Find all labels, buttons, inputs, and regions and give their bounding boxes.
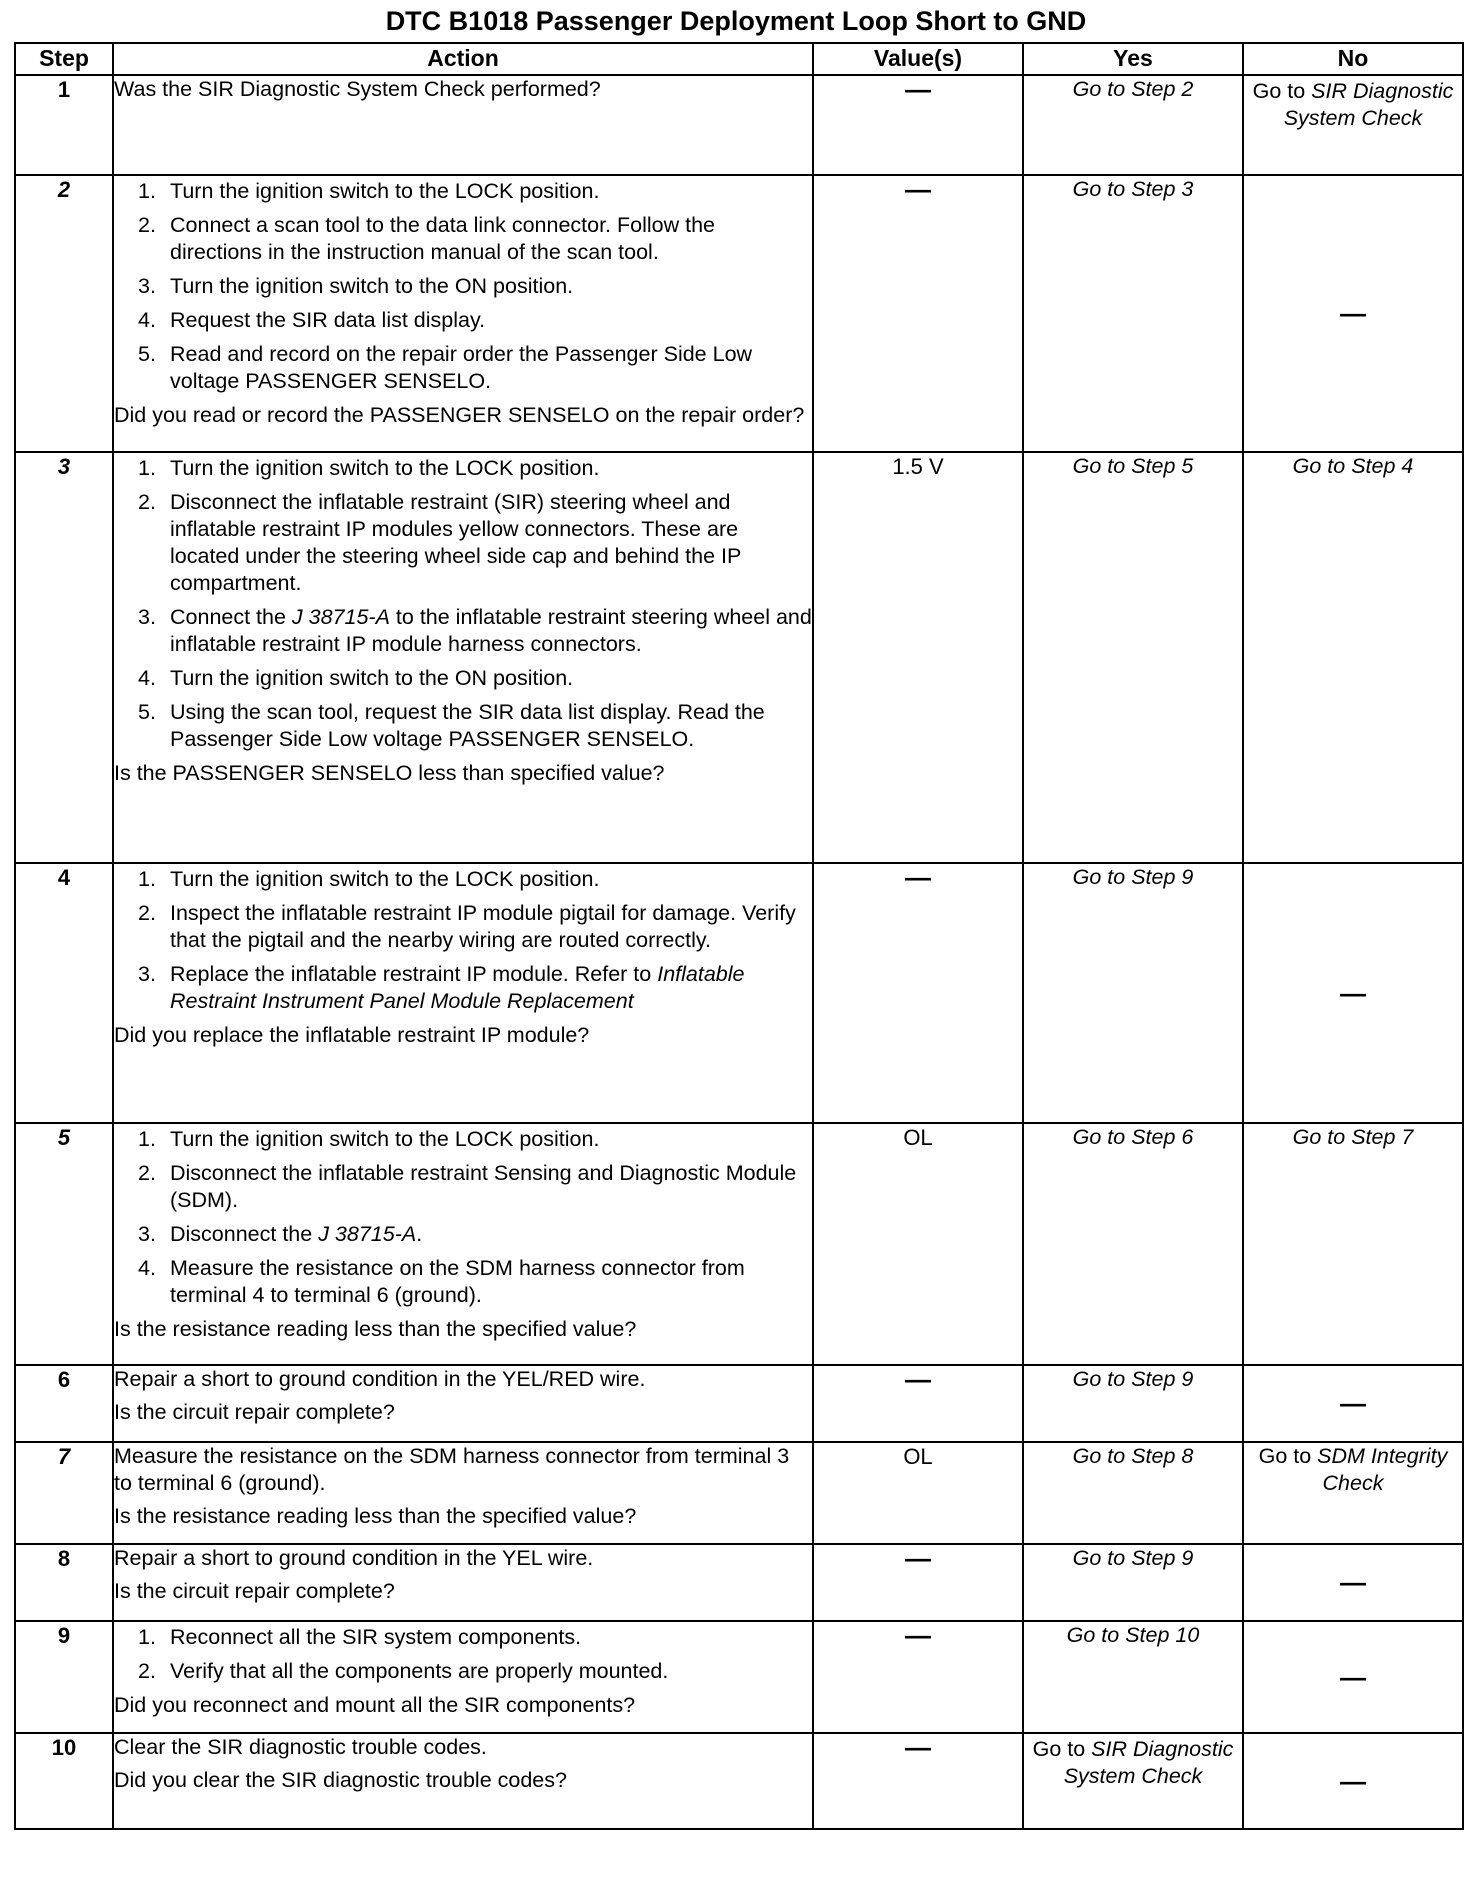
- no-cell: [1243, 1442, 1463, 1544]
- table-row: [15, 1123, 1463, 1365]
- yes-cell: Go to Step 8: [1023, 1442, 1243, 1544]
- yes-cell: [1023, 1733, 1243, 1829]
- action-step: 2. Disconnect the inflatable restraint Sensing and Diagnostic Module (SDM).: [138, 1161, 797, 1212]
- action-question: Is the resistance reading less than the specified value?: [114, 1504, 637, 1528]
- action-cell: [113, 1621, 813, 1733]
- table-row: [15, 1544, 1463, 1621]
- no-prefix: Go to: [1258, 1444, 1318, 1468]
- action-step: 1. Turn the ignition switch to the LOCK position.: [138, 456, 600, 480]
- procedure-reference: Inflatable Restraint Instrument Panel Module Replacement: [170, 962, 745, 1013]
- step-number: 7: [15, 1442, 113, 1544]
- no-link: SDM Integrity Check: [1317, 1444, 1448, 1495]
- value-cell: —: [813, 1621, 1023, 1733]
- value-cell: —: [813, 175, 1023, 452]
- action-cell: [113, 452, 813, 863]
- action-step: 2. Disconnect the inflatable restraint (SIR) steering wheel and inflatable restraint IP modules yellow connectors. These are located under the steering wheel side cap and behind the IP compartment.: [138, 490, 741, 595]
- no-prefix: Go to: [1252, 79, 1312, 103]
- action-instruction: Clear the SIR diagnostic trouble codes.: [114, 1735, 487, 1759]
- action-question: Is the circuit repair complete?: [114, 1400, 395, 1424]
- action-instruction: Measure the resistance on the SDM harness connector from terminal 3 to terminal 6 (ground).: [114, 1444, 790, 1495]
- yes-prefix: Go to: [1032, 1737, 1092, 1761]
- action-steps: [114, 866, 812, 1015]
- step-number: 6: [15, 1365, 113, 1442]
- header-yes: Yes: [1023, 43, 1243, 75]
- table-row: [15, 452, 1463, 863]
- value-cell: —: [813, 75, 1023, 175]
- value-cell: OL: [813, 1123, 1023, 1365]
- action-question: Did you clear the SIR diagnostic trouble codes?: [114, 1768, 567, 1792]
- yes-cell: Go to Step 5: [1023, 452, 1243, 863]
- header-row: [15, 43, 1463, 75]
- value-cell: OL: [813, 1442, 1023, 1544]
- no-cell: —: [1243, 1544, 1463, 1621]
- action-step: 5. Read and record on the repair order the Passenger Side Low voltage PASSENGER SENSELO.: [138, 342, 753, 393]
- action-steps: [114, 1126, 812, 1309]
- action-question: Is the resistance reading less than the specified value?: [114, 1317, 637, 1341]
- table-row: [15, 1733, 1463, 1829]
- yes-cell: Go to Step 10: [1023, 1621, 1243, 1733]
- header-no: No: [1243, 43, 1463, 75]
- action-cell: [113, 175, 813, 452]
- yes-cell: Go to Step 9: [1023, 1365, 1243, 1442]
- action-cell: [113, 1123, 813, 1365]
- action-cell: [113, 1442, 813, 1544]
- step-number: 9: [15, 1621, 113, 1733]
- yes-cell: Go to Step 3: [1023, 175, 1243, 452]
- action-step: 4. Turn the ignition switch to the ON position.: [138, 666, 574, 690]
- tool-reference: J 38715-A: [318, 1222, 417, 1246]
- action-step: 1. Turn the ignition switch to the LOCK position.: [138, 867, 600, 891]
- action-question: Did you replace the inflatable restraint IP module?: [114, 1023, 590, 1047]
- no-cell: [1243, 75, 1463, 175]
- action-step: 2. Verify that all the components are properly mounted.: [138, 1659, 669, 1683]
- action-step: 4. Measure the resistance on the SDM harness connector from terminal 4 to terminal 6 (ground).: [138, 1256, 745, 1307]
- value-cell: —: [813, 1544, 1023, 1621]
- action-cell: [113, 75, 813, 175]
- action-cell: [113, 1733, 813, 1829]
- header-step: Step: [15, 43, 113, 75]
- value-cell: 1.5 V: [813, 452, 1023, 863]
- action-step: 3. Disconnect the J 38715-A.: [138, 1222, 423, 1246]
- value-cell: —: [813, 1365, 1023, 1442]
- step-number: 3: [15, 452, 113, 863]
- no-cell: —: [1243, 863, 1463, 1123]
- value-cell: —: [813, 1733, 1023, 1829]
- no-cell: Go to Step 7: [1243, 1123, 1463, 1365]
- value-cell: —: [813, 863, 1023, 1123]
- action-question: Is the circuit repair complete?: [114, 1579, 395, 1603]
- step-number: 8: [15, 1544, 113, 1621]
- action-question: Was the SIR Diagnostic System Check performed?: [114, 77, 601, 101]
- yes-cell: Go to Step 2: [1023, 75, 1243, 175]
- yes-cell: Go to Step 9: [1023, 1544, 1243, 1621]
- action-cell: [113, 1365, 813, 1442]
- no-link: SIR Diagnostic System Check: [1283, 79, 1454, 130]
- header-action: Action: [113, 43, 813, 75]
- action-step: 2. Inspect the inflatable restraint IP module pigtail for damage. Verify that the pigtail and the nearby wiring are routed correctly.: [138, 901, 796, 952]
- action-step: 2. Connect a scan tool to the data link connector. Follow the directions in the instruction manual of the scan tool.: [138, 213, 715, 264]
- tool-reference: J 38715-A: [291, 605, 390, 629]
- action-step: 4. Request the SIR data list display.: [138, 308, 486, 332]
- action-step: 1. Turn the ignition switch to the LOCK position.: [138, 179, 600, 203]
- table-row: [15, 1365, 1463, 1442]
- action-step: 3. Replace the inflatable restraint IP module. Refer to Inflatable Restraint Instrument Panel Module Replacement: [138, 962, 745, 1013]
- action-question: Did you read or record the PASSENGER SENSELO on the repair order?: [114, 403, 805, 427]
- yes-cell: Go to Step 6: [1023, 1123, 1243, 1365]
- no-cell: —: [1243, 175, 1463, 452]
- no-cell: —: [1243, 1733, 1463, 1829]
- step-number: 5: [15, 1123, 113, 1365]
- action-steps: [114, 1624, 812, 1685]
- action-step: 3. Turn the ignition switch to the ON position.: [138, 274, 574, 298]
- no-cell: —: [1243, 1365, 1463, 1442]
- action-cell: [113, 863, 813, 1123]
- action-step: 1. Reconnect all the SIR system components.: [138, 1625, 582, 1649]
- action-steps: [114, 455, 812, 753]
- no-cell: —: [1243, 1621, 1463, 1733]
- step-number: 1: [15, 75, 113, 175]
- action-instruction: Repair a short to ground condition in the YEL/RED wire.: [114, 1367, 646, 1391]
- action-steps: [114, 178, 812, 395]
- table-row: [15, 1621, 1463, 1733]
- action-instruction: Repair a short to ground condition in the YEL wire.: [114, 1546, 594, 1570]
- table-row: [15, 863, 1463, 1123]
- table-row: [15, 1442, 1463, 1544]
- table-row: [15, 75, 1463, 175]
- step-number: 2: [15, 175, 113, 452]
- page-title: DTC B1018 Passenger Deployment Loop Short to GND: [385, 6, 1087, 36]
- table-row: [15, 175, 1463, 452]
- step-number: 10: [15, 1733, 113, 1829]
- no-cell: Go to Step 4: [1243, 452, 1463, 863]
- action-question: Is the PASSENGER SENSELO less than specified value?: [114, 761, 665, 785]
- yes-link: SIR Diagnostic System Check: [1063, 1737, 1234, 1788]
- action-step: 1. Turn the ignition switch to the LOCK position.: [138, 1127, 600, 1151]
- action-step: 3. Connect the J 38715-A to the inflatable restraint steering wheel and inflatable restraint IP module harness connectors.: [138, 605, 812, 656]
- dtc-table: [14, 42, 1464, 1830]
- step-number: 4: [15, 863, 113, 1123]
- action-question: Did you reconnect and mount all the SIR components?: [114, 1693, 636, 1717]
- action-cell: [113, 1544, 813, 1621]
- action-step: 5. Using the scan tool, request the SIR data list display. Read the Passenger Side Low voltage PASSENGER SENSELO.: [138, 700, 765, 751]
- header-values: Value(s): [813, 43, 1023, 75]
- yes-cell: Go to Step 9: [1023, 863, 1243, 1123]
